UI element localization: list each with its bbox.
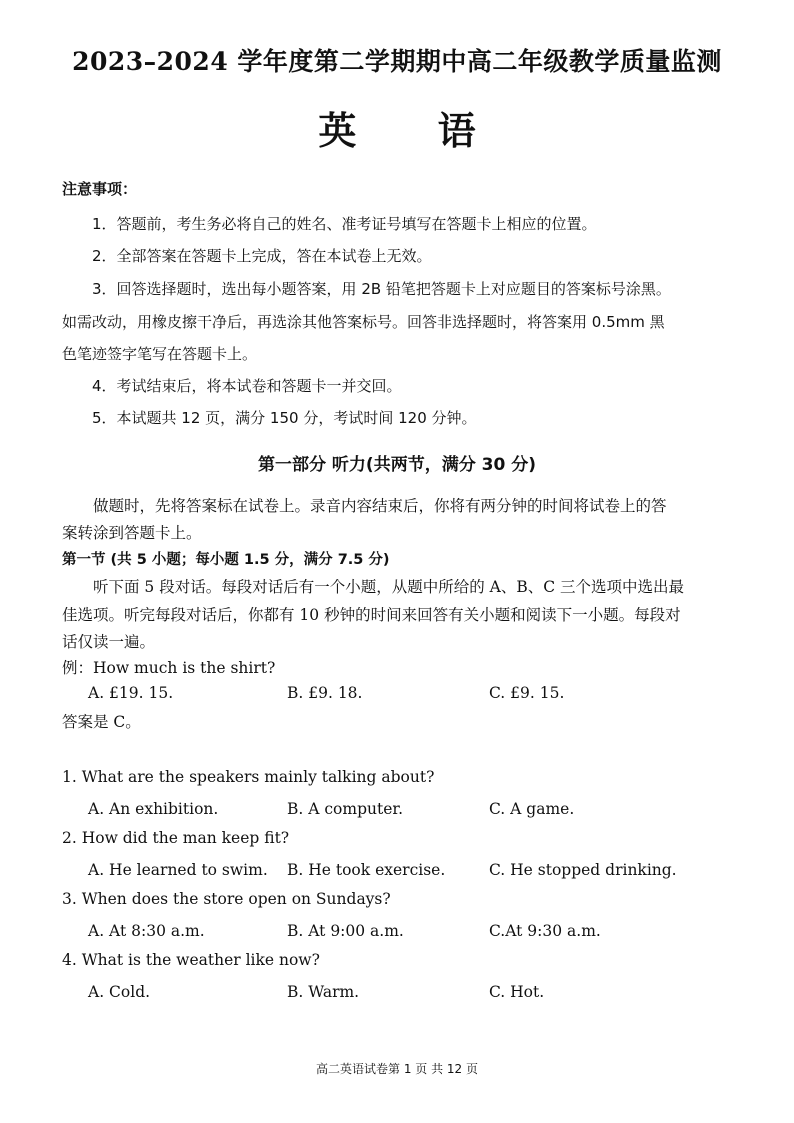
section1-instruction-line: 佳选项。听完每段对话后，你都有 10 秒钟的时间来回答有关小题和阅读下一小题。每段对	[62, 606, 681, 624]
notice-item-continued: 如需改动，用橡皮擦干净后，再选涂其他答案标号。回答非选择题时，将答案用 0.5mm 黑	[62, 313, 665, 331]
example-option-b: B. £9. 18.	[287, 684, 363, 702]
question-2-option-b: B. He took exercise.	[287, 861, 446, 879]
notice-title: 注意事项：	[62, 180, 138, 198]
example-answer: 答案是 C。	[62, 713, 141, 731]
example-option-a: A. £19. 15.	[88, 684, 174, 702]
notice-item: 4．考试结束后，将本试卷和答题卡一并交回。	[92, 377, 402, 395]
question-3-option-a: A. At 8:30 a.m.	[88, 922, 205, 940]
question-1-option-a: A. An exhibition.	[88, 800, 219, 818]
notice-item: 1．答题前，考生务必将自己的姓名、准考证号填写在答题卡上相应的位置。	[92, 215, 597, 233]
question-4-option-b: B. Warm.	[287, 983, 360, 1001]
question-1-stem: 1. What are the speakers mainly talking about?	[62, 768, 435, 786]
question-4-option-c: C. Hot.	[489, 983, 545, 1001]
example-question: 例：How much is the shirt?	[62, 659, 276, 677]
question-1-option-c: C. A game.	[489, 800, 575, 818]
subject-title: 英 语	[318, 108, 510, 153]
part1-intro-line: 做题时，先将答案标在试卷上。录音内容结束后，你将有两分钟的时间将试卷上的答	[93, 497, 667, 515]
question-4-option-a: A. Cold.	[88, 983, 151, 1001]
section1-instruction-line: 听下面 5 段对话。每段对话后有一个小题，从题中所给的 A、B、C 三个选项中选出最	[93, 578, 685, 596]
exam-title: 2023–2024 学年度第二学期期中高二年级教学质量监测	[72, 47, 722, 76]
question-2-stem: 2. How did the man keep fit?	[62, 829, 290, 847]
question-3-option-b: B. At 9:00 a.m.	[287, 922, 404, 940]
part1-intro-line: 案转涂到答题卡上。	[62, 524, 202, 542]
section1-title: 第一节 (共 5 小题；每小题 1.5 分，满分 7.5 分)	[62, 552, 390, 568]
notice-item-continued: 色笔迹签字笔写在答题卡上。	[62, 345, 258, 363]
notice-item: 3．回答选择题时，选出每小题答案，用 2B 铅笔把答题卡上对应题目的答案标号涂黑。	[92, 280, 671, 298]
example-option-c: C. £9. 15.	[489, 684, 565, 702]
section1-instruction-line: 话仅读一遍。	[62, 633, 156, 651]
page-footer: 高二英语试卷第 1 页 共 12 页	[316, 1062, 478, 1076]
notice-item: 5．本试题共 12 页，满分 150 分，考试时间 120 分钟。	[92, 409, 477, 427]
question-4-stem: 4. What is the weather like now?	[62, 951, 320, 969]
question-3-option-c: C.At 9:30 a.m.	[489, 922, 601, 940]
question-2-option-c: C. He stopped drinking.	[489, 861, 677, 879]
question-1-option-b: B. A computer.	[287, 800, 404, 818]
part1-title: 第一部分 听力(共两节，满分 30 分)	[258, 455, 536, 475]
question-3-stem: 3. When does the store open on Sundays?	[62, 890, 391, 908]
notice-item: 2．全部答案在答题卡上完成，答在本试卷上无效。	[92, 247, 432, 265]
question-2-option-a: A. He learned to swim.	[88, 861, 268, 879]
